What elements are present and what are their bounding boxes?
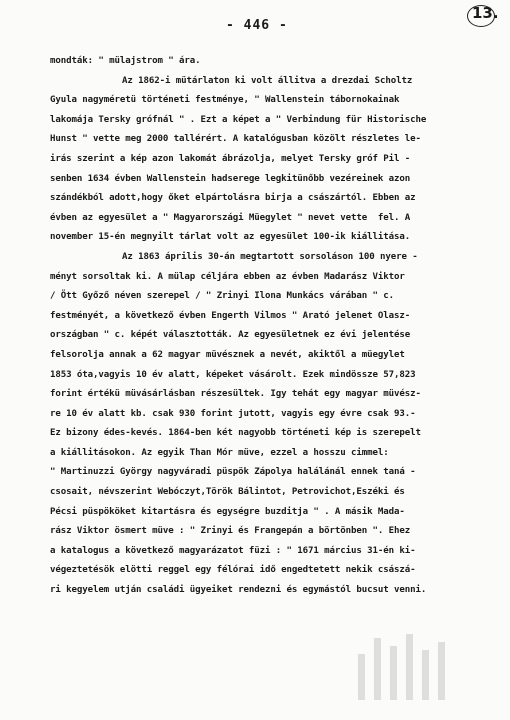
text-line: országban " c. képét választották. Az egyesületnek ez évi jelentése xyxy=(50,330,411,341)
text-line: Ez bizony édes-kevés. 1864-ben két nagyobb történeti kép is szerepelt xyxy=(50,428,421,439)
text-line: festményét, a következő évben Engerth Vilmos " Arató jelenet Olasz- xyxy=(50,310,411,321)
text-line: a kiállitásokon. Az egyik Than Mór müve, ezzel a hosszu cimmel: xyxy=(50,447,389,458)
page-number: - 446 - xyxy=(226,18,288,33)
body-text xyxy=(50,52,498,601)
text-line: Hunst " vette meg 2000 tallérért. A katalógusban közölt részletes le- xyxy=(50,134,421,145)
text-line: ri kegyelem utján családi ügyeiket rendezni és egymástól bucsut venni. xyxy=(50,585,427,596)
text-line: senben 1634 évben Wallenstein hadserege legkitünőbb vezéreinek azon xyxy=(50,173,411,184)
text-line: végeztetésök elötti reggel egy félórai idő engedtetett nekik császá- xyxy=(50,565,416,576)
text-line: Az 1862-i mütárlaton ki volt állitva a drezdai Scholtz xyxy=(122,75,413,86)
text-line: forint értékü müvásárlásban részesültek. Igy tehát egy magyar müvész- xyxy=(50,389,421,400)
text-line: " Martinuzzi György nagyváradi püspök Zápolya halálánál ennek taná - xyxy=(50,467,416,478)
text-line: lakomája Tersky grófnál " . Ezt a képet a " Verbindung für Historische xyxy=(50,114,427,125)
text-line: re 10 év alatt kb. csak 930 forint jutott, vagyis egy évre csak 93.- xyxy=(50,408,416,419)
text-line: ményt sorsoltak ki. A mülap céljára ebben az évben Madarász Viktor xyxy=(50,271,405,282)
text-line: irás szerint a kép azon lakomát ábrázolja, melyet Tersky gróf Pil - xyxy=(50,153,411,164)
text-line: szándékból adott,hogy őket elpártolásra birja a császártól. Ebben az xyxy=(50,193,416,204)
text-line: mondták: " mülajstrom " ára. xyxy=(50,56,201,66)
text-line: Pécsi püspököket kitartásra és egységre buzditja " . A másik Mada- xyxy=(50,506,405,517)
sheet-number: 13. xyxy=(472,4,499,22)
text-line: Az 1863 április 30-án megtartott sorsoláson 100 nyere - xyxy=(122,251,418,262)
text-line: 1853 óta,vagyis 10 év alatt, képeket vásárolt. Ezek mindössze 57,823 xyxy=(50,369,416,380)
text-line: Gyula nagyméretü történeti festménye, " Wallenstein tábornokainak xyxy=(50,95,400,106)
text-line: / Ött Győző néven szerepel / " Zrinyi Ilona Munkács várában " c. xyxy=(50,291,394,302)
text-line: rász Viktor ösmert müve : " Zrinyi és Frangepán a börtönben ". Ehez xyxy=(50,526,411,537)
text-line: november 15-én megnyilt tárlat volt az egyesület 100-ik kiállitása. xyxy=(50,232,411,243)
text-line: csosait, névszerint Webóczyt,Török Bálintot, Petrovichot,Eszéki és xyxy=(50,487,405,498)
archive-watermark xyxy=(352,630,462,700)
text-line: felsorolja annak a 62 magyar müvésznek a nevét, akiktől a müegylet xyxy=(50,349,405,360)
text-line: a katalogus a következő magyarázatot füzi : " 1671 március 31-én ki- xyxy=(50,545,416,556)
text-line: évben az egyesület a " Magyarországi Müegylet " nevet vette fel. A xyxy=(50,212,411,223)
